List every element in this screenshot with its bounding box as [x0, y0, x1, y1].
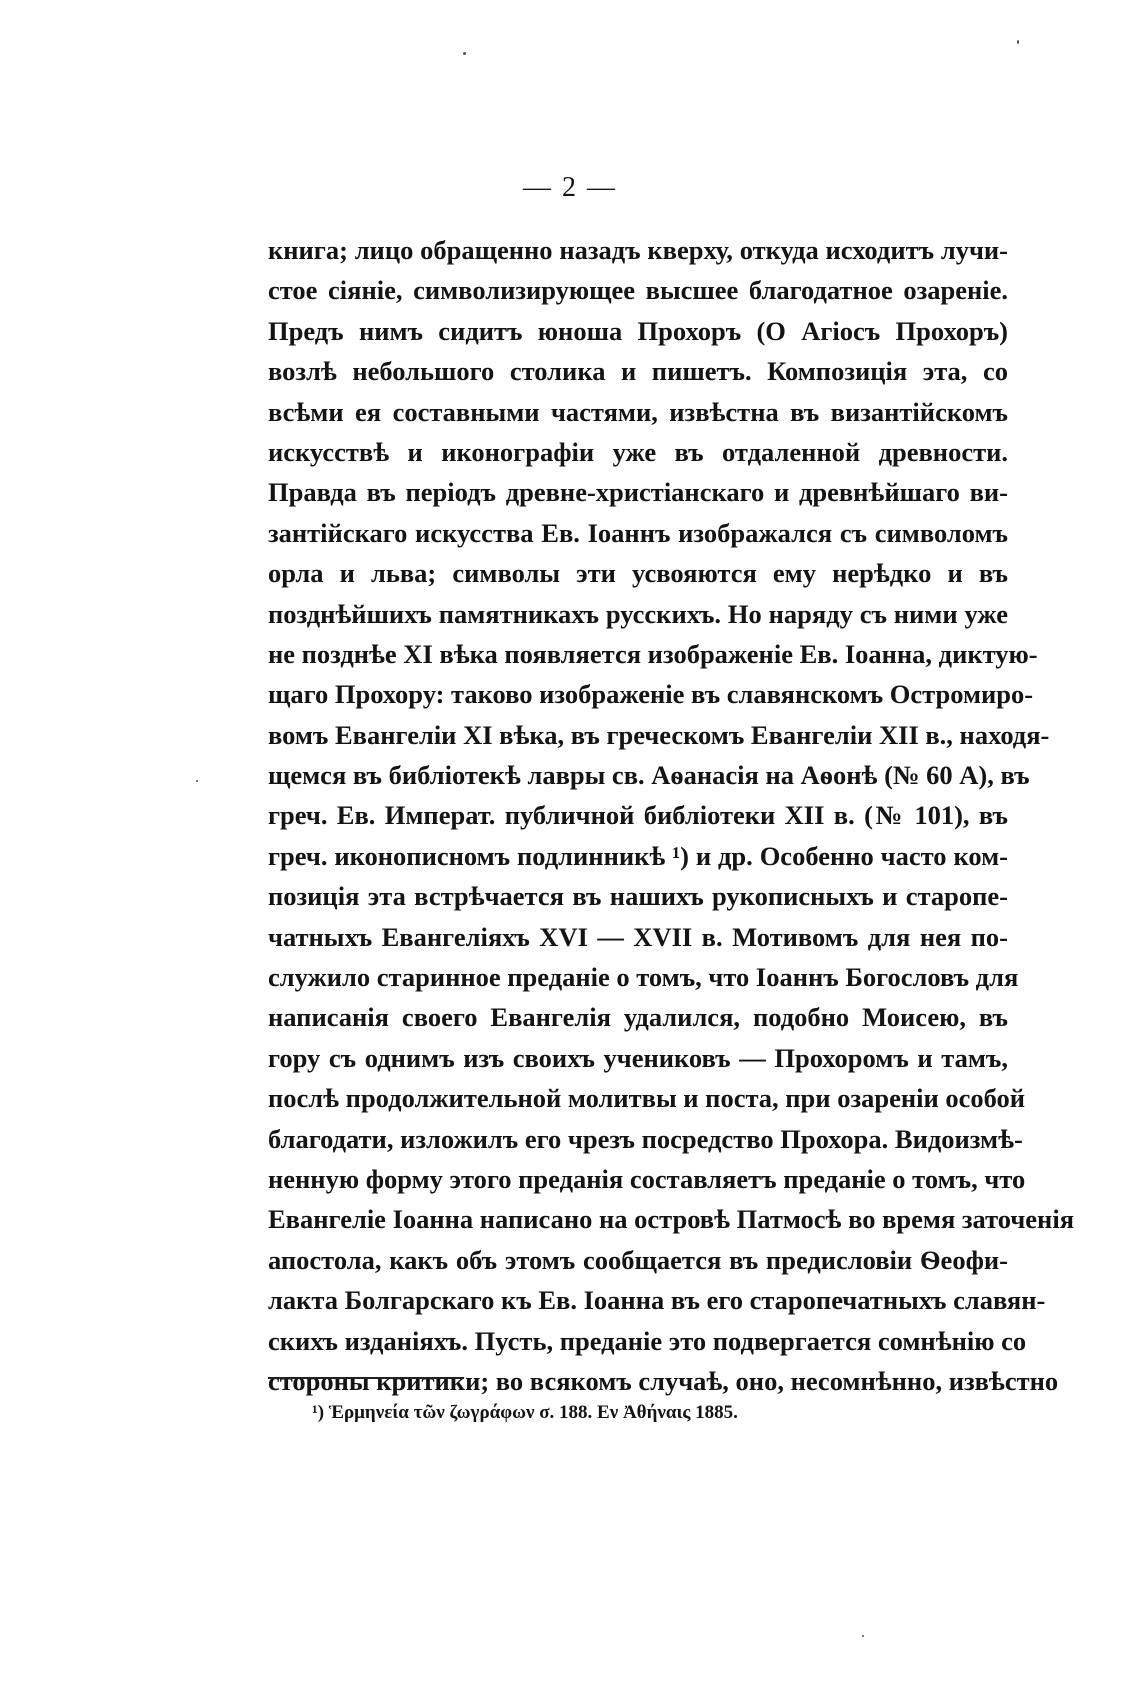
text-line: греч. Ев. Императ. публичной библіотеки XII в. (№ 101), въ	[268, 800, 1008, 831]
text-line: послѣ продолжительной молитвы и поста, при озареніи особой	[268, 1083, 1026, 1114]
text-line: благодати, изложилъ его чрезъ посредство Прохора. Видоизмѣ-	[268, 1123, 1023, 1154]
text-line: искусствѣ и иконографіи уже въ отдаленной древности.	[268, 436, 1008, 467]
text-line: стое сіяніе, символизирующее высшее благодатное озареніе.	[268, 275, 1008, 306]
scan-speck	[1017, 40, 1019, 44]
text-line: чатныхъ Евангеліяхъ XVI — XVII в. Мотивомъ для нея по-	[268, 921, 1008, 952]
text-line: щаго Прохору: таково изображеніе въ славянскомъ Остромиро-	[268, 679, 1034, 710]
text-line: апостола, какъ объ этомъ сообщается въ предисловіи Ѳеофи-	[268, 1244, 1008, 1275]
scan-speck	[196, 780, 198, 782]
text-line: возлѣ небольшого столика и пишетъ. Композиція эта, со	[268, 356, 1008, 387]
text-line: ненную форму этого преданія составляетъ преданіе о томъ, что	[268, 1163, 1026, 1194]
footnote-divider	[268, 1377, 464, 1379]
text-line: книга; лицо обращенно назадъ кверху, откуда исходитъ лучи-	[268, 235, 1008, 265]
text-line: Правда въ періодъ древне-христіанскаго и древнѣйшаго ви-	[268, 477, 1008, 508]
text-line: скихъ изданіяхъ. Пусть, преданіе это подвергается сомнѣнію со	[268, 1325, 1027, 1356]
body-text	[268, 230, 1075, 1401]
text-line: позднѣйшихъ памятникахъ русскихъ. Но наряду съ ними уже	[268, 598, 1008, 629]
footnote: ¹) Ἑρμηνεία τῶν ζωγράφων σ. 188. Εν Ἀθήναις 1885.	[312, 1402, 738, 1423]
scan-speck	[862, 1635, 864, 1637]
text-line: Предъ нимъ сидитъ юноша Прохоръ (О Агіосъ Прохоръ)	[268, 315, 1008, 346]
page-number: — 2 —	[523, 172, 617, 203]
text-line: позиція эта встрѣчается въ нашихъ рукописныхъ и старопе-	[268, 881, 1008, 912]
text-line: гору съ однимъ изъ своихъ учениковъ — Прохоромъ и тамъ,	[268, 1042, 1008, 1073]
text-line: всѣми ея составными частями, извѣстна въ византійскомъ	[268, 396, 1008, 427]
text-line: орла и льва; символы эти усвояются ему нерѣдко и въ	[268, 558, 1008, 589]
scan-speck	[463, 52, 466, 55]
text-line: зантійскаго искусства Ев. Іоаннъ изображался съ символомъ	[268, 517, 1008, 548]
text-line: лакта Болгарскаго къ Ев. Іоанна въ его старопечатныхъ славян-	[268, 1285, 1046, 1316]
text-line: вомъ Евангеліи XI вѣка, въ греческомъ Евангеліи XII в., находя-	[268, 719, 1050, 750]
text-line: стороны критики; во всякомъ случаѣ, оно, несомнѣнно, извѣстно	[268, 1365, 1059, 1396]
text-line: не позднѣе XI вѣка появляется изображеніе Ев. Іоанна, диктую-	[268, 638, 1038, 669]
text-line: греч. иконописномъ подлинникѣ ¹) и др. Особенно часто ком-	[268, 840, 1008, 871]
text-line: написанія своего Евангелія удалился, подобно Моисею, въ	[268, 1002, 1008, 1033]
text-line: служило старинное преданіе о томъ, что Іоаннъ Богословъ для	[268, 962, 1019, 993]
text-line: щемся въ библіотекѣ лавры св. Аѳанасія на Аѳонѣ (№ 60 А), въ	[268, 760, 1030, 791]
text-line: Евангеліе Іоанна написано на островѣ Патмосѣ во время заточенія	[268, 1204, 1075, 1235]
